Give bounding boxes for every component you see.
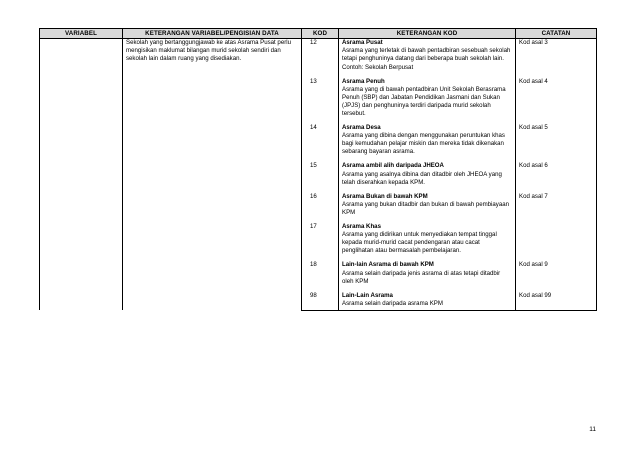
header-catatan: CATATAN (516, 29, 597, 39)
code-description: Asrama yang didirikan untuk menyediakan tempat tinggal kepada murid-murid cacat pendengaran atau cacat penglihatan atau bermasalah pembelajaran. (342, 231, 497, 255)
variable-description: Sekolah yang bertanggungjawab ke atas Asrama Pusat perlu mengisikan maklumat bilangan murid sekolah sendiri dan sekolah lain dalam ruang yang disediakan. (123, 39, 302, 311)
code-cell: 18 (302, 255, 339, 285)
variable-name-cell (40, 39, 123, 311)
code-description: Asrama selain daripada asrama KPM (342, 299, 443, 307)
code-description-cell (339, 187, 516, 217)
note-cell: Kod asal 6 (516, 156, 597, 186)
header-keterangan: KETERANGAN VARIABEL/PENGISIAN DATA (123, 29, 302, 39)
code-title: Asrama ambil alih daripada JHEOA (342, 162, 444, 170)
code-title: Lain-Lain Asrama (342, 291, 393, 299)
code-title: Asrama Bukan di bawah KPM (342, 192, 428, 200)
code-cell: 16 (302, 187, 339, 217)
code-cell: 17 (302, 217, 339, 255)
note-cell: Kod asal 3 (516, 39, 597, 72)
header-variabel: VARIABEL (40, 29, 123, 39)
code-cell: 12 (302, 39, 339, 72)
code-title: Asrama Penuh (342, 77, 385, 85)
code-title: Asrama Desa (342, 124, 381, 132)
code-description-cell (339, 217, 516, 255)
note-cell: Kod asal 7 (516, 187, 597, 217)
code-description-cell (339, 286, 516, 311)
code-description-cell (339, 118, 516, 156)
code-description: Asrama yang di bawah pentadbiran Unit Sekolah Berasrama Penuh (SBP) dan Jabatan Pendidikan Jasmani dan Sukan (JPJS) dan penghuninya terdiri daripada murid sekolah tersebut. (342, 85, 506, 117)
code-title: Asrama Pusat (342, 39, 383, 47)
code-cell: 13 (302, 72, 339, 118)
code-title: Lain-lain Asrama di bawah KPM (342, 261, 434, 269)
code-cell: 14 (302, 118, 339, 156)
code-description-cell (339, 156, 516, 186)
code-description: Asrama yang bukan ditadbir dan bukan di bawah pembiayaan KPM (342, 200, 510, 216)
note-cell: Kod asal 4 (516, 72, 597, 118)
header-row (40, 29, 597, 39)
code-description: Asrama yang dibina dengan menggunakan peruntukan khas bagi kemudahan pelajar miskin dan mereka tidak dikenakan sebarang bayaran asrama. (342, 132, 505, 156)
page-number: 11 (589, 426, 596, 433)
note-cell: Kod asal 9 (516, 255, 597, 285)
header-keterangan-kod: KETERANGAN KOD (339, 29, 516, 39)
code-description-cell (339, 72, 516, 118)
code-description: Asrama yang asalnya dibina dan ditadbir oleh JHEOA yang telah diserahkan kepada KPM. (342, 170, 502, 186)
note-cell: Kod asal 99 (516, 286, 597, 311)
code-description: Asrama yang terletak di bawah pentadbiran sesebuah sekolah tetapi penghuninya datang dari beberapa buah sekolah lain. Contoh: Sekolah Berpusat (342, 47, 511, 71)
code-title: Asrama Khas (342, 223, 381, 231)
codebook-table (39, 28, 597, 311)
code-description: Asrama selain daripada jenis asrama di atas tetapi ditadbir oleh KPM (342, 269, 501, 285)
header-kod: KOD (302, 29, 339, 39)
code-cell: 98 (302, 286, 339, 311)
code-cell: 15 (302, 156, 339, 186)
code-description-cell (339, 39, 516, 72)
code-description-cell (339, 255, 516, 285)
note-cell: Kod asal 5 (516, 118, 597, 156)
note-cell (516, 217, 597, 255)
table-row (40, 39, 597, 72)
